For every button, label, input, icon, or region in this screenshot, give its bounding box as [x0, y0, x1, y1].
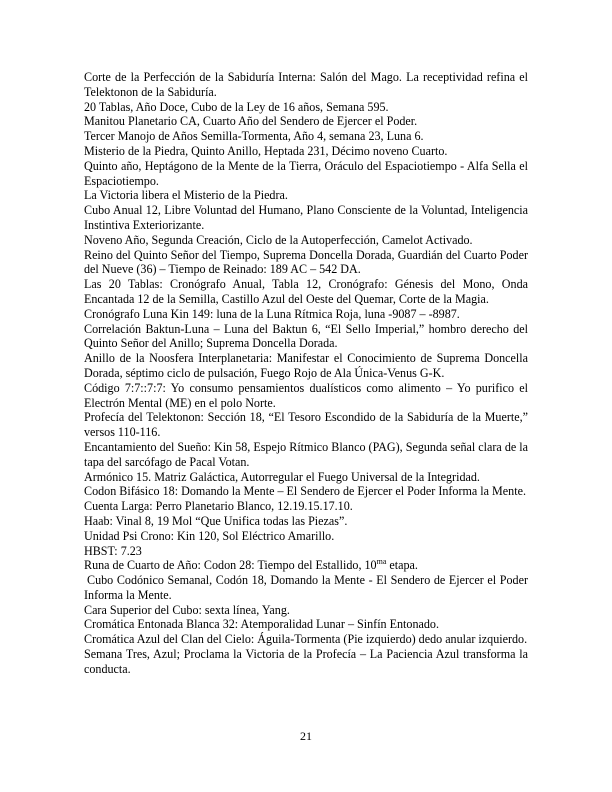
paragraph: Reino del Quinto Señor del Tiempo, Suprema Doncella Dorada, Guardián del Cuarto Poder del Nueve (36) – Tiempo de Reinado: 189 AC – 542 DA. — [84, 247, 528, 277]
body-text — [84, 70, 528, 677]
paragraph: Anillo de la Noosfera Interplanetaria: Manifestar el Conocimiento de Suprema Doncella Dorada, séptimo ciclo de pulsación, Fuego Rojo de Ala Única-Venus G-K. — [84, 351, 528, 380]
paragraph-list-after — [84, 573, 528, 677]
paragraph: Corte de la Perfección de la Sabiduría Interna: Salón del Mago. La receptividad refina el Telektonon de la Sabiduría. — [84, 70, 528, 99]
paragraph: Cronógrafo Luna Kin 149: luna de la Luna Rítmica Roja, luna -9087 – -8987. — [84, 306, 460, 321]
paragraph: Correlación Baktun-Luna – Luna del Baktun 6, “El Sello Imperial,” hombro derecho del Quinto Señor del Anillo; Suprema Doncella Dorada. — [84, 321, 528, 351]
paragraph: Profecía del Telektonon: Sección 18, “El Tesoro Escondido de la Sabiduría de la Muerte,” versos 110-116. — [84, 410, 528, 440]
paragraph: Codon Bifásico 18: Domando la Mente – El Sendero de Ejercer el Poder Informa la Mente. — [84, 484, 526, 499]
paragraph: La Victoria libera el Misterio de la Piedra. — [84, 188, 288, 203]
paragraph: Encantamiento del Sueño: Kin 58, Espejo Rítmico Blanco (PAG), Segunda señal clara de la tapa del sarcófago de Pacal Votan. — [84, 439, 528, 469]
paragraph: Misterio de la Piedra, Quinto Anillo, Heptada 231, Décimo noveno Cuarto. — [84, 143, 448, 158]
paragraph: Noveno Año, Segunda Creación, Ciclo de la Autoperfección, Camelot Activado. — [84, 232, 473, 247]
paragraph: Cara Superior del Cubo: sexta línea, Yang. — [84, 602, 290, 617]
paragraph: Cubo Anual 12, Libre Voluntad del Humano, Plano Consciente de la Voluntad, Inteligencia Instintiva Exteriorizante. — [84, 203, 528, 232]
paragraph: Tercer Manojo de Años Semilla-Tormenta, Año 4, semana 23, Luna 6. — [84, 129, 424, 144]
paragraph: Armónico 15. Matriz Galáctica, Autorregular el Fuego Universal de la Integridad. — [84, 469, 480, 484]
paragraph: Quinto año, Heptágono de la Mente de la Tierra, Oráculo del Espaciotiempo - Alfa Sella el Espaciotiempo. — [84, 158, 528, 188]
paragraph: Cromática Azul del Clan del Cielo: Águila-Tormenta (Pie izquierdo) dedo anular izquierdo. — [84, 632, 528, 647]
paragraph: Haab: Vinal 8, 19 Mol “Que Unifica todas las Piezas”. — [84, 513, 348, 528]
paragraph: HBST: 7.23 — [84, 543, 142, 558]
paragraph: Cuenta Larga: Perro Planetario Blanco, 12.19.15.17.10. — [84, 499, 353, 514]
paragraph: 20 Tablas, Año Doce, Cubo de la Ley de 16 años, Semana 595. — [84, 99, 389, 114]
paragraph: Semana Tres, Azul; Proclama la Victoria de la Profecía – La Paciencia Azul transforma la conducta. — [84, 647, 528, 676]
page-number: 21 — [300, 729, 312, 743]
paragraph: Las 20 Tablas: Cronógrafo Anual, Tabla 12, Cronógrafo: Génesis del Mono, Onda Encantada 12 de la Semilla, Castillo Azul del Oeste del Quemar, Corte de la Magia. — [84, 277, 528, 306]
paragraph: Unidad Psi Crono: Kin 120, Sol Eléctrico Amarillo. — [84, 528, 335, 543]
paragraph: Código 7:7::7:7: Yo consumo pensamientos dualísticos como alimento – Yo purifico el Electrón Mental (ME) en el polo Norte. — [84, 380, 528, 410]
paragraph-runa: Runa de Cuarto de Año: Codon 28: Tiempo del Estallido, $10^{ma}$ etapa. — [84, 557, 418, 573]
paragraph: Cubo Codónico Semanal, Codón 18, Domando la Mente - El Sendero de Ejercer el Poder Informa la Mente. — [84, 573, 528, 602]
paragraph: Cromática Entonada Blanca 32: Atemporalidad Lunar – Sinfín Entonado. — [84, 617, 439, 632]
paragraph-list — [84, 70, 528, 558]
paragraph: Manitou Planetario CA, Cuarto Año del Sendero de Ejercer el Poder. — [84, 114, 418, 129]
